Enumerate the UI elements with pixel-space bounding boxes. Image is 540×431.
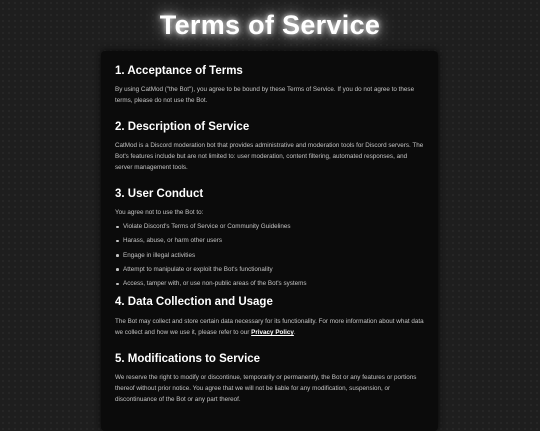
list-item — [115, 249, 424, 263]
list-item-text: Access, tamper with, or use non-public areas of the Bot's systems — [123, 280, 307, 288]
section-user-conduct — [115, 187, 424, 291]
list-item — [115, 263, 424, 277]
bullet-icon — [116, 240, 119, 243]
list-item-text: Attempt to manipulate or exploit the Bot's functionality — [123, 265, 273, 273]
section-acceptance-of-terms — [115, 64, 424, 106]
bullet-icon — [116, 283, 119, 286]
section-text: We reserve the right to modify or discontinue, temporarily or permanently, the Bot or any features or portions thereof without prior notice. You agree that we will not be liable for any modification, suspension, or discontinuance of the Bot or any part thereof. — [115, 374, 417, 404]
list-item — [115, 220, 424, 234]
list-item-text: Engage in illegal activities — [123, 251, 196, 259]
section-text — [115, 316, 424, 338]
list-item-text: Harass, abuse, or harm other users — [123, 237, 223, 245]
section-modifications-to-service — [115, 352, 424, 405]
section-text-after-link: . — [293, 329, 296, 337]
section-text: By using CatMod ("the Bot"), you agree to be bound by these Terms of Service. If you do not agree to these terms, please do not use the Bot. — [115, 86, 415, 104]
section-heading: 4. Data Collection and Usage — [115, 296, 273, 309]
section-description-of-service — [115, 120, 424, 173]
page-title: Terms of Service — [159, 10, 381, 40]
bullet-icon — [116, 254, 119, 257]
conduct-list — [115, 220, 424, 291]
list-item-text: Violate Discord's Terms of Service or Community Guidelines — [123, 223, 291, 230]
section-text-before-link: The Bot may collect and store certain data necessary for its functionality. For more information about what data we collect and how we use it, please refer to our — [115, 318, 424, 337]
section-text: CatMod is a Discord moderation bot that provides administrative and moderation tools for Discord servers. The Bot's features include but are not limited to: user moderation, content filtering, automated responses, and server management tools. — [115, 142, 424, 171]
list-item — [115, 277, 424, 291]
section-data-collection — [115, 295, 424, 338]
bullet-icon — [116, 268, 119, 271]
list-item — [115, 234, 424, 248]
section-heading: 1. Acceptance of Terms — [115, 65, 243, 77]
section-heading: 2. Description of Service — [115, 121, 250, 133]
terms-content-card — [101, 51, 438, 431]
section-intro-text: You agree not to use the Bot to: — [115, 209, 204, 216]
bullet-icon — [116, 226, 119, 229]
privacy-policy-link[interactable]: Privacy Policy — [251, 329, 294, 337]
section-heading: 5. Modifications to Service — [115, 353, 261, 366]
section-heading: 3. User Conduct — [115, 188, 204, 200]
